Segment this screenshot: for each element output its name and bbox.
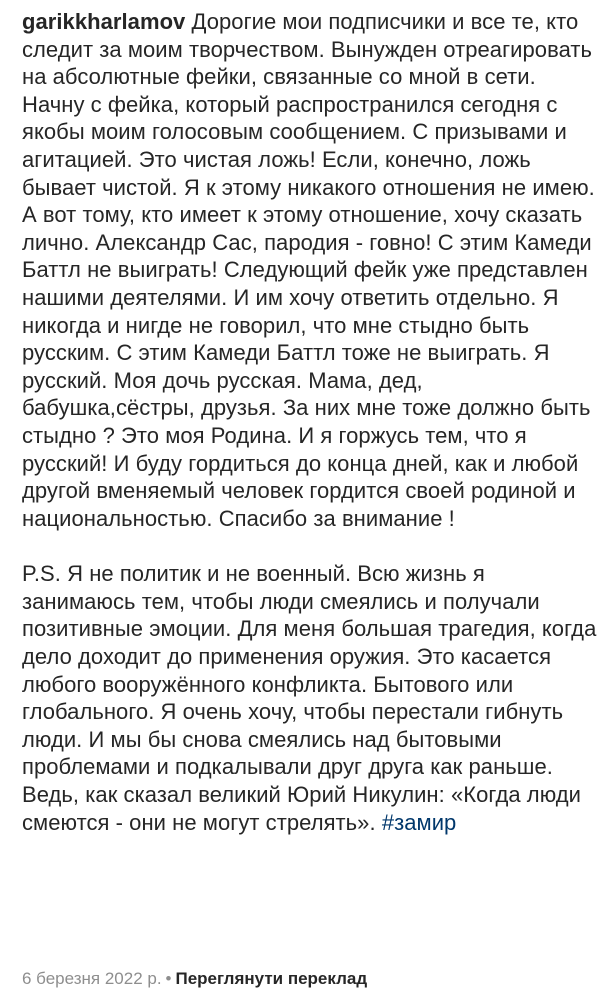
caption-text-ps: P.S. Я не политик и не военный. Всю жизнь я занимаюсь тем, чтобы люди смеялись и получали позитивные эмоции. Для меня большая трагедия, когда дело доходит до применения оружия. Это касается любого вооружённого конфликта. Бытового или глобального. Я очень хочу, чтобы перестали гибнуть люди. И мы бы снова смеялись над бытовыми проблемами и подкалывали друг друга как раньше. Ведь, как сказал великий Юрий Никулин: «Когда люди смеются - они не могут стрелять».	[22, 561, 597, 835]
post-meta-row	[22, 968, 367, 990]
post-date: 6 березня 2022 р.	[22, 969, 162, 988]
username-link[interactable]: garikkharlamov	[22, 9, 186, 34]
see-translation-button[interactable]: Переглянути переклад	[175, 969, 368, 988]
caption-paragraph-main	[22, 8, 599, 532]
caption-paragraph-ps	[22, 560, 599, 836]
hashtag-link[interactable]: #замир	[381, 809, 457, 835]
meta-separator: •	[165, 969, 172, 988]
caption-text-main: Дорогие мои подписчики и все те, кто следит за моим творчеством. Вынужден отреагировать на абсолютные фейки, связанные со мной в сети. Начну с фейка, который распространился сегодня с якобы моим голосовым сообщением. С призывами и агитацией. Это чистая ложь! Если, конечно, ложь бывает чистой. Я к этому никакого отношения не имею. А вот тому, кто имеет к этому отношение, хочу сказать лично. Александр Сас, пародия - говно! С этим Камеди Баттл не выиграть! Следующий фейк уже представлен нашими деятелями. И им хочу ответить отдельно. Я никогда и нигде не говорил, что мне стыдно быть русским. С этим Камеди Баттл тоже не выиграть. Я русский. Моя дочь русская. Мама, дед, бабушка,сёстры, друзья. За них мне тоже должно быть стыдно ? Это моя Родина. И я горжусь тем, что я русский! И буду гордиться до конца дней, как и любой другой вменяемый человек гордится своей родиной и национальностью. Спасибо за внимание !	[22, 9, 595, 531]
